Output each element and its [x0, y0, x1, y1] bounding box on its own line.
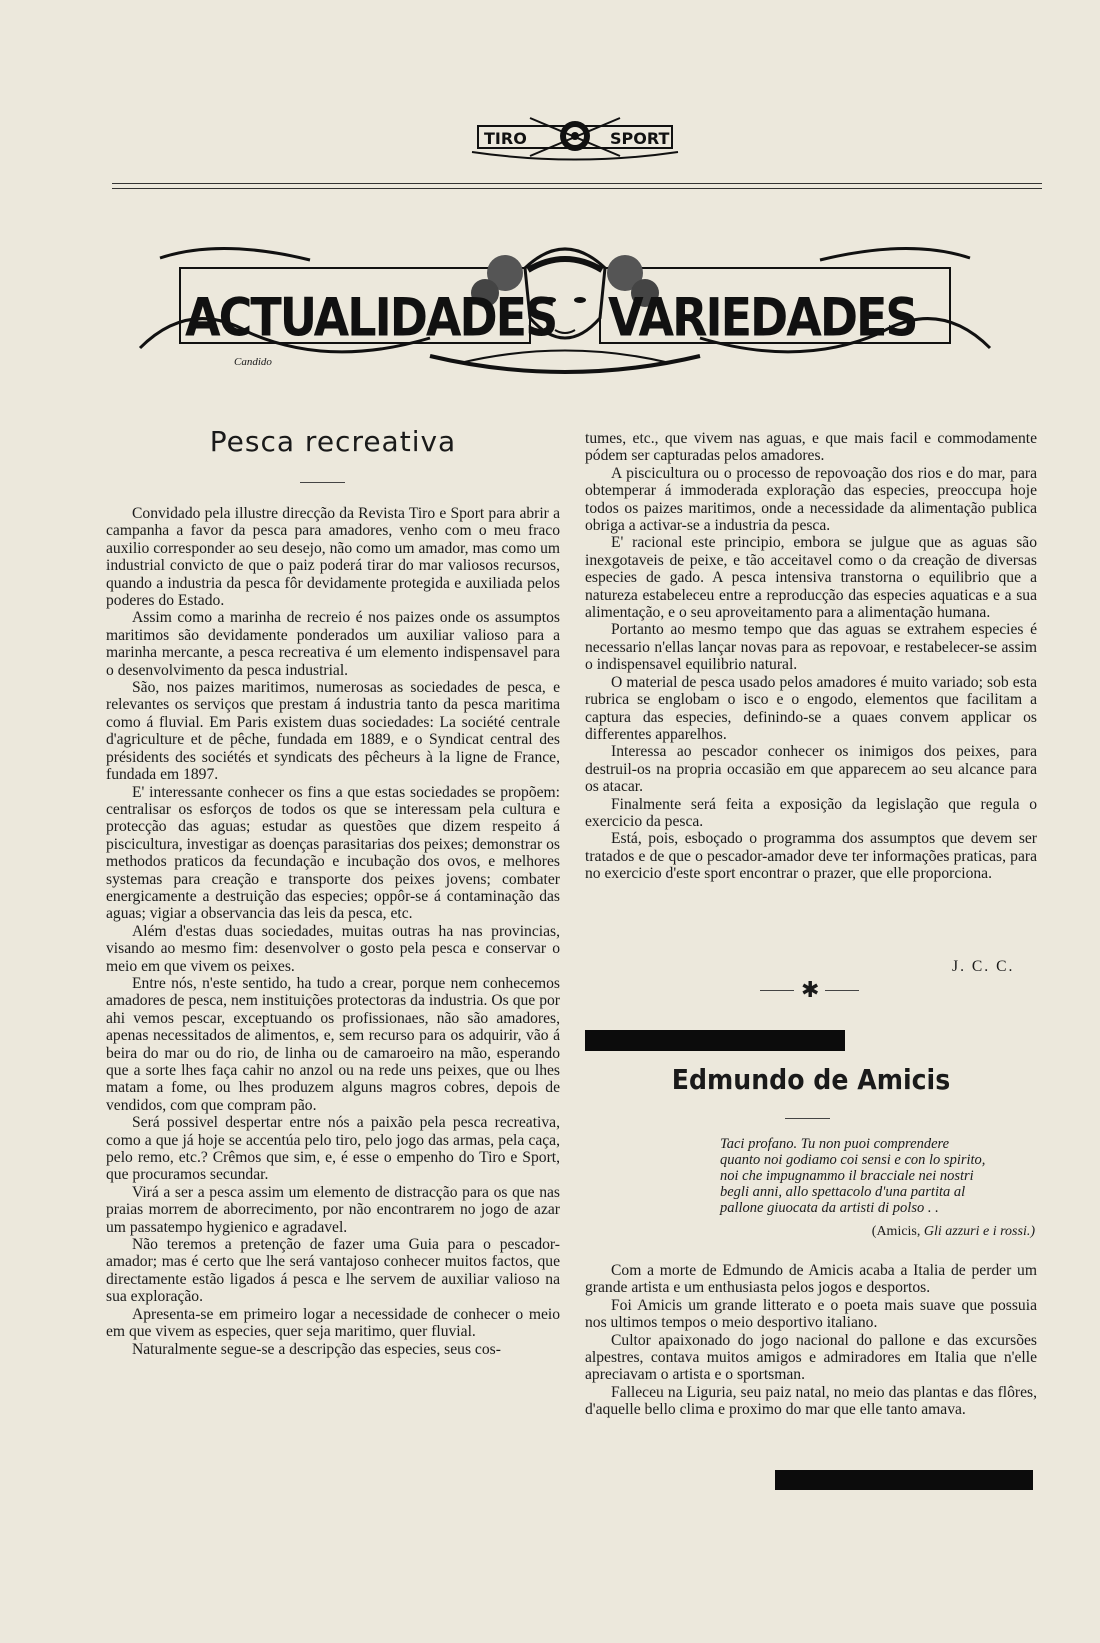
- paragraph: tumes, etc., que vivem nas aguas, e que mais facil e commodamente pódem ser capturadas pelos amadores.: [585, 430, 1037, 465]
- article-title-pesca: Pesca recreativa: [209, 425, 457, 458]
- quote-attribution: [720, 1224, 1035, 1240]
- article-title-amicis: Edmundo de Amicis: [671, 1063, 951, 1096]
- paragraph: Foi Amicis um grande litterato e o poeta mais suave que possuia nos ultimos tempos o meio desportivo italiano.: [585, 1296, 1037, 1332]
- quote-work: Gli azzuri e i rossi.): [923, 1224, 1035, 1239]
- black-separator-bar: [585, 1030, 845, 1051]
- section-banner: [130, 238, 1000, 378]
- banner-right-word: VARIEDADES: [608, 285, 917, 349]
- quote-line: Taci profano. Tu non puoi comprendere: [720, 1136, 950, 1152]
- header-rule: [112, 183, 1042, 184]
- quote-line: pallone giuocata da artisti di polso . .: [720, 1200, 939, 1216]
- paragraph: Será possivel despertar entre nós a paixão pela pesca recreativa, como a que já hoje se accentúa pelo tiro, pelo jogo das armas, pela caça, pelo remo, etc.? Crêmos que sim, e, é esse o empenho do Tiro e Sport, que procuramos secundar.: [106, 1114, 560, 1184]
- author-signature: J. C. C.: [952, 958, 1015, 975]
- paragraph: Além d'estas duas sociedades, muitas outras ha nas provincias, visando ao mesmo fim: desenvolver o gosto pela pesca e conservar o meio em que vivem os peixes.: [106, 922, 560, 975]
- ornament-rule-left: [760, 990, 794, 991]
- paragraph: Apresenta-se em primeiro logar a necessidade de conhecer o meio em que vivem as especies, quer seja maritimo, quer fluvial.: [106, 1305, 560, 1341]
- tiro-sport-logo-icon: [470, 112, 680, 162]
- article-amicis-body: [585, 1262, 1037, 1419]
- title-divider: [785, 1118, 830, 1119]
- black-separator-bar: [775, 1470, 1033, 1490]
- ornament-rule-right: [825, 990, 859, 991]
- paragraph: São, nos paizes maritimos, numerosas as sociedades de pesca, e relevantes os serviços que prestam á industria tanto da pesca maritima como á fluvial. Em Paris existem duas sociedades: La société centrale d'agriculture et de pêche, fundada em 1889, e o Syndicat central des présidents des sociétés et syndicats des pêcheurs à la ligne de France, fundada em 1897.: [106, 679, 560, 784]
- paragraph: E' racional este principio, embora se julgue que as aguas são inexgotaveis de peixe, e tão acceitavel como o da creação de diversas especies de gado. A pesca intensiva transtorna o equilibrio que a natureza estabeleceu entre a reproducção das especies aquaticas e a sua alimentação, e o seu aproveitamento para a alimentação humana.: [585, 534, 1037, 622]
- banner-left-word: ACTUALIDADES: [185, 285, 557, 349]
- quote-line: quanto noi godiamo coi sensi e con lo spirito,: [720, 1152, 986, 1168]
- paragraph: Naturalmente segue-se a descripção das especies, seus cos-: [132, 1340, 501, 1358]
- paragraph: Entre nós, n'este sentido, ha tudo a crear, porque nem conhecemos amadores de pesca, nem instituições protectoras da industria. Os que por ahi vemos pescar, exceptuando os profissionaes, não são amadores, apenas necessitados de alimentos, e, sem recurso para os adquirir, vão á beira do mar ou do rio, de linha ou de camaroeiro na mão, esperando que a sorte lhes faça cahir no anzol ou na rede uns peixes, que ou lhes matam a fome, ou lhes produzem alguns magros cobres, depois de vendidos, com que compram pão.: [106, 974, 560, 1114]
- paragraph: Cultor apaixonado do jogo nacional do pallone e das excursões alpestres, contava muitos amigos e admiradores em Italia que n'elle apreciavam o artista e o sportsman.: [585, 1331, 1037, 1384]
- paragraph: Convidado pela illustre direcção da Revista Tiro e Sport para abrir a campanha a favor da pesca para amadores, venho com o meu fraco auxilio corresponder ao seu desejo, não como um amador, mas como um industrial convicto de que o paiz poderá tirar do mar valiosos recursos, quando a industria da pesca fôr devidamente protegida e auxiliada pelos poderes do Estado.: [106, 505, 560, 610]
- asterisk-ornament-icon: ✱: [801, 977, 820, 1002]
- paragraph: Assim como a marinha de recreio é nos paizes onde os assumptos maritimos são devidamente ponderados um auxiliar valioso para a marinha mercante, a pesca recreativa é um elemento indispensavel para o desenvolvimento da pesca industrial.: [106, 609, 560, 679]
- paragraph: E' interessante conhecer os fins a que estas sociedades se propõem: centralisar os esforços de todos os que se interessam pela cultura e protecção das aguas; estudar as questões que dizem respeito á piscicultura, investigar as doenças parasitarias dos peixes; demonstrar os methodos praticos da fecundação e incubação dos ovos, e melhores systemas para creação e transporte dos peixes jovens; combater energicamente a destruição das especies; oppôr-se á contaminação das aguas; vigiar a observancia das leis da pesca, etc.: [106, 783, 560, 923]
- epigraph-quote: [720, 1136, 1035, 1240]
- paragraph: Finalmente será feita a exposição da legislação que regula o exercicio da pesca.: [585, 795, 1037, 830]
- paragraph: Não teremos a pretenção de fazer uma Guia para o pescador-amador; mas é certo que lhe será vantajoso conhecer muitos factos, que directamente estão ligados á pesca e lhe servem de auxiliar valioso na sua exploração.: [106, 1236, 560, 1306]
- paragraph: Está, pois, esboçado o programma dos assumptos que devem ser tratados e de que o pescador-amador deve ter informações praticas, para no exercicio d'este sport encontrar o prazer, que elle proporciona.: [585, 830, 1037, 883]
- header-rule: [112, 188, 1042, 189]
- svg-text:SPORT: SPORT: [610, 129, 670, 148]
- quote-line: begli anni, allo spettacolo d'una partita al: [720, 1184, 966, 1200]
- svg-text:TIRO: TIRO: [484, 129, 527, 148]
- title-divider: [300, 482, 345, 483]
- artist-signature: Candido: [234, 356, 272, 368]
- paragraph: Falleceu na Liguria, seu paiz natal, no meio das plantas e das flôres, d'aquelle bello clima e proximo do mar que elle tanto amava.: [585, 1383, 1037, 1419]
- quote-author: (Amicis,: [871, 1224, 921, 1239]
- paragraph: Com a morte de Edmundo de Amicis acaba a Italia de perder um grande artista e um enthusiasta pelos jogos e desportos.: [585, 1262, 1037, 1297]
- paragraph: Virá a ser a pesca assim um elemento de distracção para os que nas praias morrem de aborrecimento, por não encontrarem no jogo de azar um passatempo hygienico e agradavel.: [106, 1183, 560, 1236]
- article-column-left: [106, 505, 560, 1358]
- paragraph: A piscicultura ou o processo de repovoação dos rios e do mar, para obtemperar á immoderada exploração das especies, preoccupa hoje todos os paizes maritimos, onde a necessidade da alimentação publica obriga a activar-se a industria da pesca.: [585, 464, 1037, 535]
- paragraph: O material de pesca usado pelos amadores é muito variado; sob esta rubrica se englobam o isco e o engodo, elementos que facilitam a captura das especies, definindo-se a quaes convem applicar os differentes apparelhos.: [585, 673, 1037, 743]
- masthead-logo: [470, 112, 680, 162]
- article-column-right: [585, 430, 1037, 883]
- paragraph: Interessa ao pescador conhecer os inimigos dos peixes, para destruil-os na propria occasião em que apparecem ao seu alcance para os atacar.: [585, 743, 1037, 796]
- paragraph: Portanto ao mesmo tempo que das aguas se extrahem especies é necessario n'ellas lançar novas para as repovoar, e restabelecer-se assim o indispensavel equilibrio natural.: [585, 621, 1037, 674]
- quote-line: noi che impugnammo il bracciale nei nostri: [720, 1168, 974, 1184]
